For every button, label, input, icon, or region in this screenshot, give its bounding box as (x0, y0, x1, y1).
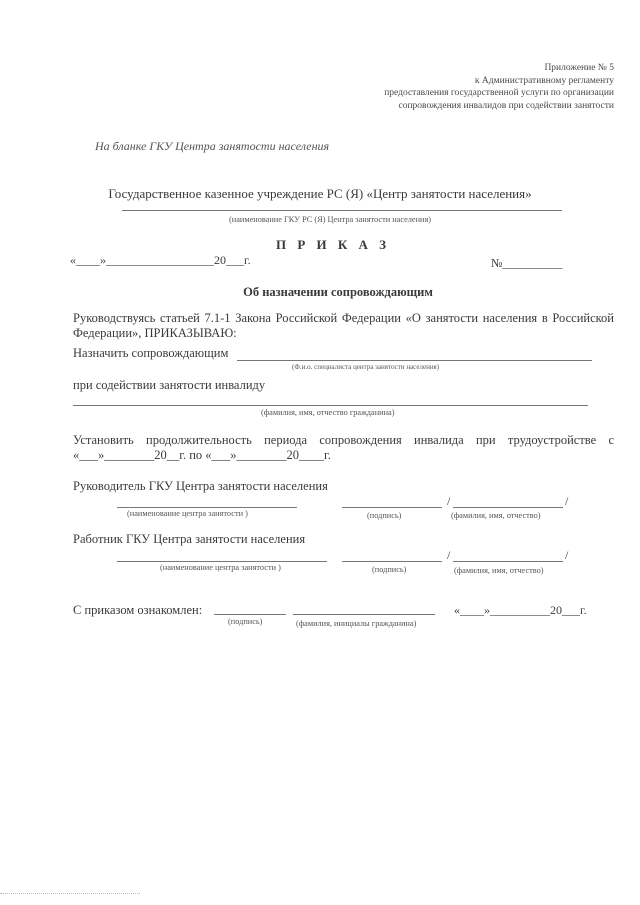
head-center-line (117, 507, 297, 508)
page-edge-mark (0, 893, 140, 894)
disabled-line (73, 405, 588, 406)
head-caption-name: (фамилия, имя, отчество) (451, 511, 541, 520)
acquainted-signature-line (214, 614, 286, 615)
appendix-line-3: предоставления государственной услуги по организации (384, 88, 614, 99)
order-number-line: №__________ (491, 256, 563, 270)
head-caption-center: (наименование центра занятости ) (127, 509, 248, 518)
acquainted-caption-name: (фамилия, инициалы гражданина) (296, 619, 417, 628)
organization-name: Государственное казенное учреждение РС (Я) «Центр занятости населения» (108, 186, 532, 201)
assign-caption: (Ф.и.о. специалиста центра занятости населения) (292, 363, 440, 371)
head-label: Руководитель ГКУ Центра занятости населения (73, 479, 328, 493)
head-slash-right: / (565, 494, 569, 508)
worker-caption-signature: (подпись) (372, 565, 407, 574)
acquainted-date: «____»__________20___г. (454, 603, 587, 617)
appendix-line-1: Приложение № 5 (544, 63, 614, 73)
disabled-caption: (фамилия, имя, отчество гражданина) (261, 408, 395, 417)
worker-name-line (453, 561, 563, 562)
worker-slash-right: / (565, 548, 569, 562)
worker-caption-name: (фамилия, имя, отчество) (454, 566, 544, 575)
preamble-text: Руководствуясь статьей 7.1-1 Закона Российской Федерации «О занятости населения в Российской Федерации», ПРИКАЗЫВАЮ: (73, 311, 614, 340)
order-date-line: «____»__________________20___г. (70, 253, 251, 267)
worker-center-line (117, 561, 327, 562)
worker-signature-line (342, 561, 442, 562)
organization-caption: (наименование ГКУ РС (Я) Центра занятости населения) (229, 215, 432, 224)
head-slash-left: / (447, 494, 451, 508)
acquainted-label: С приказом ознакомлен: (73, 603, 203, 617)
letterhead-note: На бланке ГКУ Центра занятости населения (95, 139, 330, 153)
worker-slash-left: / (447, 548, 451, 562)
organization-line (122, 210, 562, 211)
assign-label: Назначить сопровождающим (73, 346, 229, 360)
disabled-label: при содействии занятости инвалиду (73, 378, 266, 392)
appendix-line-2: к Административному регламенту (474, 75, 614, 86)
head-signature-line (342, 507, 442, 508)
duration-text: Установить продолжительность периода сопровождения инвалида при трудоустройстве с «___»________20__г. по «___»________20____г. (73, 433, 614, 462)
acquainted-caption-signature: (подпись) (228, 617, 263, 626)
acquainted-name-line (293, 614, 435, 615)
appendix-line-4: сопровождения инвалидов при содействии занятости (398, 100, 614, 111)
head-caption-signature: (подпись) (367, 511, 402, 520)
head-name-line (453, 507, 563, 508)
order-subject: Об назначении сопровождающим (243, 285, 433, 299)
worker-caption-center: (наименование центра занятости ) (160, 563, 281, 572)
worker-label: Работник ГКУ Центра занятости населения (73, 532, 306, 546)
assign-line (237, 360, 592, 361)
order-title: П Р И К А З (275, 237, 391, 252)
appendix-header (384, 62, 614, 112)
